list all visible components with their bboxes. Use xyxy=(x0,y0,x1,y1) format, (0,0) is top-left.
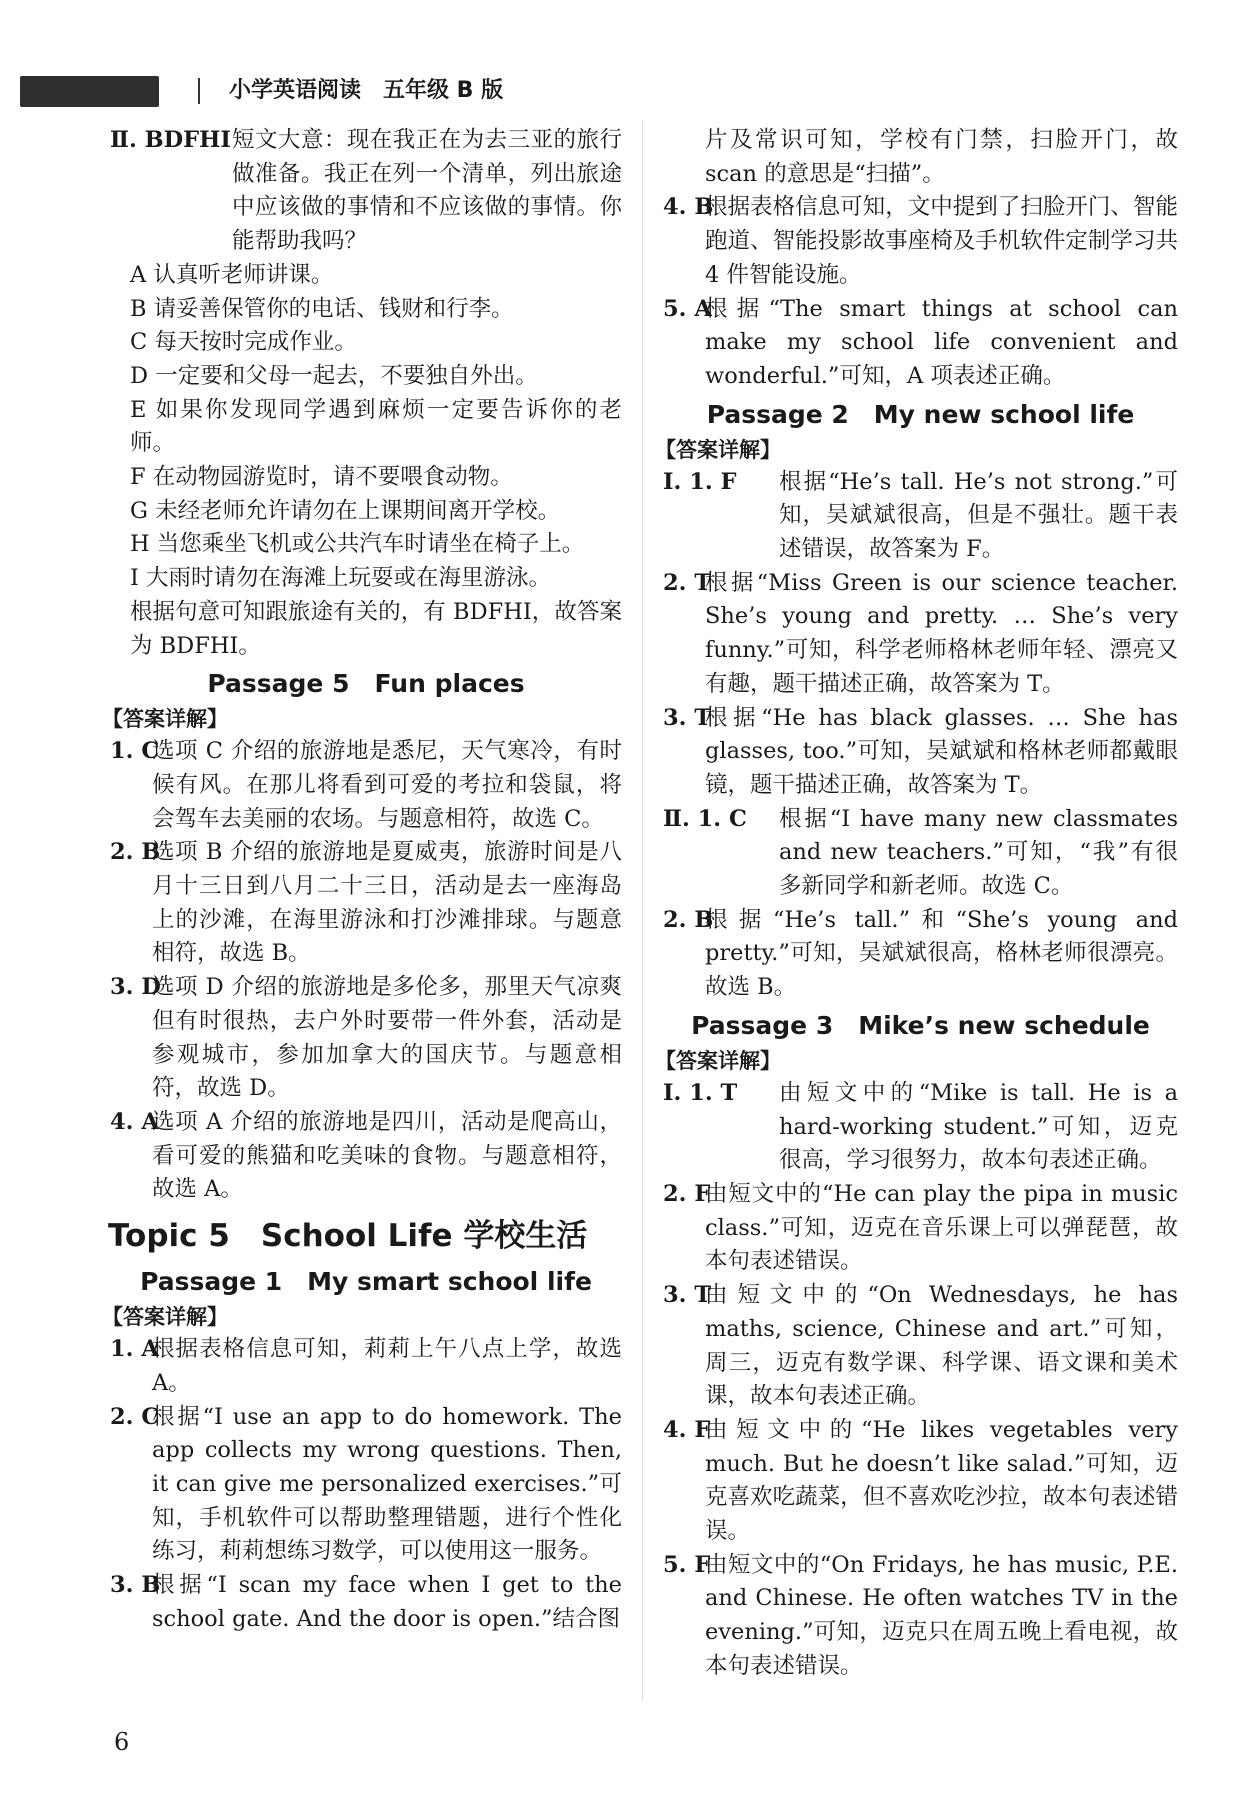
answer-label: 3. D xyxy=(110,974,161,1001)
list-item: A 认真听老师讲课。 xyxy=(130,261,334,288)
list-item: F 在动物园游览时，请不要喂食动物。 xyxy=(130,464,513,491)
answer-text: 根据“I scan my face when I get to the school gate. And the door is open.”结合图 xyxy=(152,1572,622,1632)
list-item: D 一定要和父母一起去，不要独自外出。 xyxy=(130,362,538,389)
answer-label: 2. B xyxy=(663,906,714,933)
right-column xyxy=(655,124,1178,1684)
answer-text: 根据“He has black glasses. … She has glasses, too.”可知，吴斌斌和格林老师都戴眼镜，题干描述正确，故答案为 T。 xyxy=(705,704,1178,798)
answer-text: 选项 C 介绍的旅游地是悉尼，天气寒冷，有时候有风。在那儿将看到可爱的考拉和袋鼠，将会驾车去美丽的农场。与题意相符，故选 C。 xyxy=(152,738,622,832)
answer-item xyxy=(110,1569,622,1636)
answer-label: 3. B xyxy=(110,1572,161,1599)
passage-title: Passage 1 My smart school life xyxy=(140,1267,592,1297)
passage-title: Passage 2 My new school life xyxy=(706,399,1135,429)
continued-text: 片及常识可知，学校有门禁，扫脸开门，故 scan 的意思是“扫描”。 xyxy=(705,127,1178,187)
answer-text: 由短文中的“Mike is tall. He is a hard-working student.”可知，迈克很高，学习很努力，故本句表述正确。 xyxy=(779,1079,1178,1174)
answer-heading: 【答案详解】 xyxy=(102,1305,228,1330)
answer-label: 5. A xyxy=(663,295,712,322)
answer-label: 1. A xyxy=(110,1336,159,1363)
answer-text: 由短文中的“On Wednesdays, he has maths, science, Chinese and art.”可知，周三，迈克有数学课、科学课、语文课和美术课，故本句表述正确。 xyxy=(705,1282,1178,1410)
answer-text: 根据“He’s tall.”和“She’s young and pretty.”可知，吴斌斌很高，格林老师很漂亮。故选 B。 xyxy=(705,906,1178,1001)
answer-text: 根据表格信息可知，莉莉上午八点上学，故选 A。 xyxy=(152,1336,622,1396)
answer-text: 由短文中的“He likes vegetables very much. But he doesn’t like salad.”可知，迈克喜欢吃蔬菜，但不喜欢吃沙拉，故本句表述错误。 xyxy=(705,1416,1178,1545)
answer-text: 根据“He’s tall. He’s not strong.”可知，吴斌斌很高，但是不强壮。题干表述错误，故答案为 F。 xyxy=(779,468,1178,563)
header-bar xyxy=(20,76,159,107)
passage-title: Passage 3 Mike’s new schedule xyxy=(691,1010,1150,1040)
answer-item xyxy=(110,836,622,971)
answer-text: 根据“I have many new classmates and new teachers.”可知，“我”有很多新同学和新老师。故选 C。 xyxy=(779,805,1178,900)
answer-item xyxy=(663,1414,1178,1549)
answer-item xyxy=(110,1333,622,1400)
answer-label: 2. B xyxy=(110,839,161,866)
answer-item xyxy=(663,1279,1178,1414)
answer-heading: 【答案详解】 xyxy=(655,437,781,462)
answer-item xyxy=(663,466,1178,567)
answer-text: 根据“The smart things at school can make my school life convenient and wonderful.”可知，A 项表述正确。 xyxy=(705,295,1178,389)
answer-item xyxy=(663,702,1178,803)
passage-title: Passage 5 Fun places xyxy=(207,669,525,699)
answer-item xyxy=(663,293,1178,394)
left-column xyxy=(102,124,622,1636)
answer-item xyxy=(110,735,622,836)
answer-label: 2. T xyxy=(663,569,712,596)
answer-item xyxy=(110,124,622,259)
column-divider xyxy=(642,120,643,1700)
answer-text: 根据“Miss Green is our science teacher. She’s young and pretty. … She’s very funny.”可知，科学老师格林老师年轻、漂亮又有趣，题干描述正确，故答案为 T。 xyxy=(705,569,1178,697)
list-item: B 请妥善保管你的电话、钱财和行李。 xyxy=(130,295,514,322)
answer-item xyxy=(110,971,622,1106)
answer-label: Ⅱ. 1. C xyxy=(663,805,747,832)
answer-label: 3. T xyxy=(663,1282,712,1309)
list-item: I 大雨时请勿在海滩上玩耍或在海里游泳。 xyxy=(130,565,552,592)
answer-text: 由短文中的“He can play the pipa in music class.”可知，迈克在音乐课上可以弹琵琶，故本句表述错误。 xyxy=(705,1180,1178,1275)
header-title: 小学英语阅读 五年级 B 版 xyxy=(229,78,504,103)
answer-label: 4. B xyxy=(663,194,714,221)
answer-item xyxy=(663,1077,1178,1178)
answer-item xyxy=(110,1106,622,1207)
topic-title: Topic 5 School Life 学校生活 xyxy=(108,1218,588,1255)
answer-label: 5. F xyxy=(663,1551,711,1578)
answer-item xyxy=(663,803,1178,904)
answer-text: 选项 D 介绍的旅游地是多伦多，那里天气凉爽但有时很热，去户外时要带一件外套，活动是参观城市，参加加拿大的国庆节。与题意相符，故选 D。 xyxy=(152,974,622,1102)
answer-item xyxy=(663,567,1178,702)
answer-heading: 【答案详解】 xyxy=(102,707,228,732)
answer-item xyxy=(663,904,1178,1005)
todo-list xyxy=(110,259,622,663)
answer-label: 1. C xyxy=(110,738,160,765)
conclusion-text: 根据句意可知跟旅途有关的，有 BDFHI，故答案为 BDFHI。 xyxy=(130,598,622,659)
answer-text: 根据表格信息可知，文中提到了扫脸开门、智能跑道、智能投影故事座椅及手机软件定制学习共 4 件智能设施。 xyxy=(705,194,1178,288)
answer-label: Ⅰ. 1. F xyxy=(663,468,737,495)
answer-text: 选项 B 介绍的旅游地是夏威夷，旅游时间是八月十三日到八月二十三日，活动是去一座海岛上的沙滩，在海里游泳和打沙滩排球。与题意相符，故选 B。 xyxy=(152,839,622,967)
list-item: C 每天按时完成作业。 xyxy=(130,329,357,356)
answer-text: 根据“I use an app to do homework. The app collects my wrong questions. Then, it can give me personalized exercises.”可知，手机软件可以帮助整理错题，进行个性化练习，莉莉想练习数学，可以使用这一服务。 xyxy=(152,1403,622,1565)
page-number: 6 xyxy=(114,1728,130,1756)
answer-label: 2. F xyxy=(663,1180,711,1207)
answer-label: 2. C xyxy=(110,1403,160,1430)
list-item: H 当您乘坐飞机或公共汽车时请坐在椅子上。 xyxy=(130,531,585,558)
answer-label: 3. T xyxy=(663,704,712,731)
answer-heading: 【答案详解】 xyxy=(655,1048,781,1073)
answer-item xyxy=(663,1549,1178,1684)
header-separator xyxy=(198,78,200,104)
answer-label: 4. A xyxy=(110,1108,159,1135)
answer-item xyxy=(663,191,1178,292)
answer-item xyxy=(110,1401,622,1570)
answer-label: Ⅰ. 1. T xyxy=(663,1079,738,1106)
answer-label: 4. F xyxy=(663,1416,711,1443)
answer-text: 选项 A 介绍的旅游地是四川，活动是爬高山，看可爱的熊猫和吃美味的食物。与题意相符，故选 A。 xyxy=(152,1108,622,1203)
answer-label: Ⅱ. BDFHI xyxy=(110,127,231,153)
answer-text: 由短文中的“On Fridays, he has music, P.E. and Chinese. He often watches TV in the evening.”可知，迈克只在周五晚上看电视，故本句表述错误。 xyxy=(705,1551,1178,1679)
summary-text: 短文大意：现在我正在为去三亚的旅行做准备。我正在列一个清单，列出旅途中应该做的事情和不应该做的事情。你能帮助我吗？ xyxy=(232,127,622,255)
list-item: E 如果你发现同学遇到麻烦一定要告诉你的老师。 xyxy=(130,396,622,457)
answer-item xyxy=(663,1178,1178,1279)
list-item: G 未经老师允许请勿在上课期间离开学校。 xyxy=(130,497,561,524)
